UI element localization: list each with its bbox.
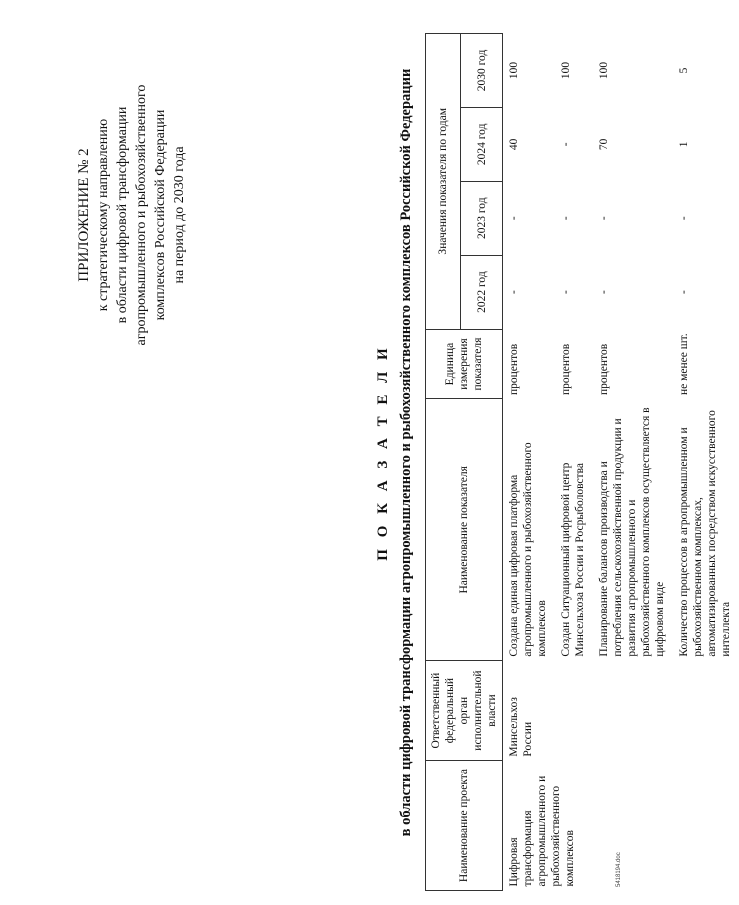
value-2030: 100 <box>598 61 610 80</box>
value-2022: - <box>508 290 520 295</box>
unit-cell: процентов <box>598 343 610 395</box>
value-2023: - <box>678 216 690 221</box>
value-2024: - <box>560 142 572 147</box>
unit-cell: процентов <box>508 343 520 395</box>
value-2030: 100 <box>560 61 572 80</box>
document-id: 5418194.doc <box>616 852 622 887</box>
indicator-name: Планирование балансов производства и потребления сельскохозяйственной продукции и развития агропромышленного и рыбохозяйственного комплексов осуществляется в цифровом виде <box>598 407 666 657</box>
header-unit: Единица измерения показателя <box>426 329 503 399</box>
indicator-name: Создан Ситуационный цифровой центр Минсельхоза России и Росрыболовства <box>560 462 586 657</box>
project-name: Цифровая трансформация агропромышленного и рыбохозяйственного комплексов <box>508 775 576 887</box>
appendix-line: агропромышленного и рыбохозяйственного <box>134 84 149 346</box>
document-title: П О К А З А Т Е Л И <box>375 344 391 561</box>
authority-name: Минсельхоз России <box>508 697 534 757</box>
indicators-table <box>425 33 739 891</box>
value-2024: 1 <box>678 141 690 148</box>
value-2030: 100 <box>508 61 520 80</box>
value-2024: 40 <box>508 138 520 151</box>
value-2024: 70 <box>598 138 610 151</box>
header-values-by-year: Значения показателя по годам <box>426 34 461 330</box>
unit-cell: не менее шт. <box>678 333 690 395</box>
unit-cell: процентов <box>560 343 572 395</box>
header-year: 2024 год <box>461 107 503 181</box>
value-2022: - <box>560 290 572 295</box>
value-2022: - <box>678 290 690 295</box>
value-2023: - <box>508 216 520 221</box>
table-row <box>503 34 556 891</box>
appendix-line: в области цифровой трансформации <box>115 106 130 324</box>
document-subtitle: в области цифровой трансформации агропромышленного и рыбохозяйственного комплексов Российской Федерации <box>398 68 414 837</box>
value-2023: - <box>560 216 572 221</box>
header-indicator: Наименование показателя <box>426 399 503 661</box>
header-authority: Ответственный федеральный орган исполнительной власти <box>426 661 503 761</box>
value-2023: - <box>598 216 610 221</box>
header-project: Наименование проекта <box>426 761 503 891</box>
appendix-line: на период до 2030 года <box>172 146 187 284</box>
header-year: 2023 год <box>461 181 503 255</box>
appendix-block <box>75 65 189 365</box>
value-2030: 5 <box>678 67 690 74</box>
appendix-line: комплексов Российской Федерации <box>153 109 168 321</box>
appendix-line: к стратегическому направлению <box>96 118 111 312</box>
header-year: 2030 год <box>461 34 503 108</box>
indicator-name: Количество процессов в агропромышленном и рыбохозяйственном комплексах, автоматизированных посредством искусственного интеллекта <box>678 410 732 657</box>
header-year: 2022 год <box>461 255 503 329</box>
value-2022: - <box>598 290 610 295</box>
indicator-name: Создана единая цифровая платформа агропромышленного и рыбохозяйственного комплексов <box>508 442 548 657</box>
appendix-heading: ПРИЛОЖЕНИЕ № 2 <box>76 148 92 282</box>
